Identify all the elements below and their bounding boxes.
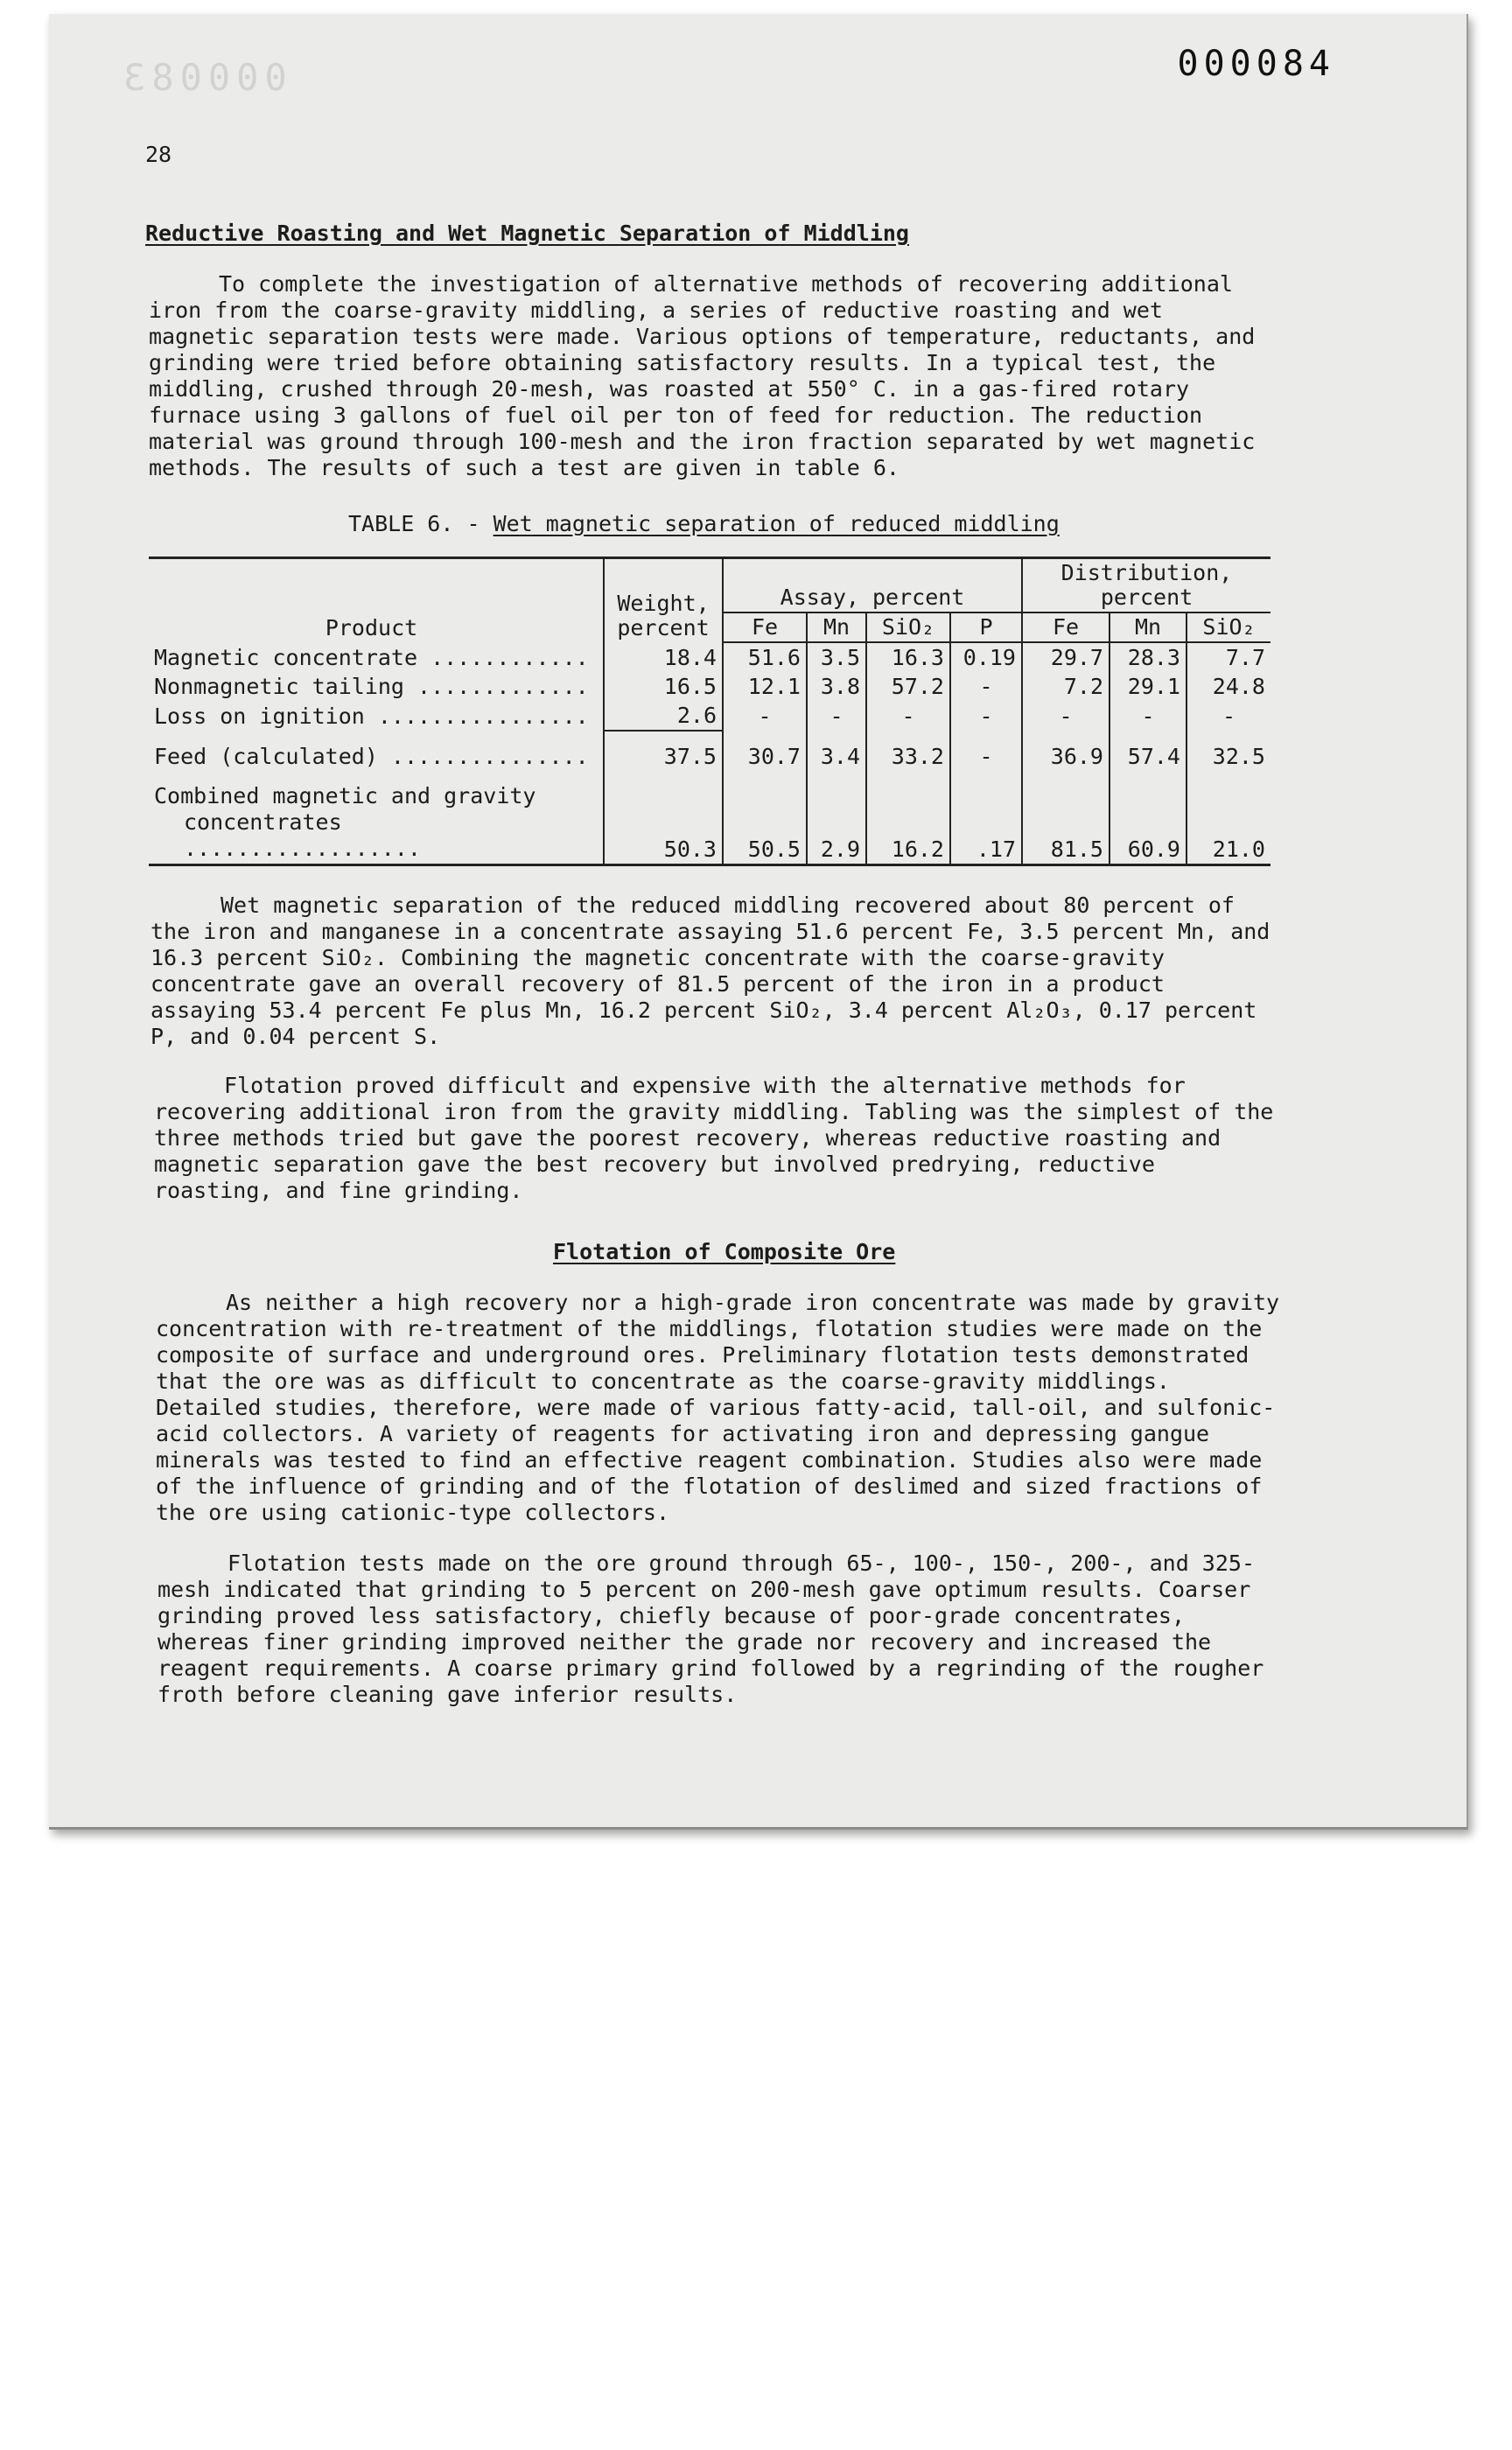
header-distribution-line2: percent [1100,584,1194,610]
cell-dist-sio2: - [1186,701,1270,731]
table-caption [348,511,1060,536]
table-row [149,701,1270,731]
cell-product: Loss on ignition ................ [154,704,589,729]
cell-dist-sio2: 24.8 [1186,672,1270,701]
cell-dist-sio2: 21.0 [1186,771,1270,865]
header-dist-fe: Fe [1022,612,1110,642]
cell-assay-fe: 51.6 [723,642,807,672]
cell-assay-sio2: 16.3 [866,642,950,672]
header-distribution-group [1022,558,1270,613]
paragraph-flotation-grinding: Flotation tests made on the ore ground through 65-, 100-, 150-, 200-, and 325-mesh indicated that grinding to 5 percent on 200-mesh gave optimum results. Coarser grinding proved less satisfactory, chiefly because of poor-grade concentrates, whereas finer grinding improved neither the grade nor recovery and increased the reagent requirements. A coarse primary grind followed by a regrinding of the rougher froth before cleaning gave inferior results. [158,1550,1264,1707]
table-row [149,672,1270,701]
cell-weight: 2.6 [604,701,723,731]
wet-magnetic-separation-table [149,556,1270,866]
section-heading-reductive-roasting: Reductive Roasting and Wet Magnetic Separation of Middling [145,220,909,246]
page-number: 28 [145,142,172,167]
table-row [149,771,1270,865]
cell-assay-sio2: - [866,701,950,731]
header-assay-fe: Fe [723,612,807,642]
cell-dist-mn: 29.1 [1110,672,1186,701]
cell-assay-mn: 3.8 [807,672,866,701]
cell-assay-fe: 12.1 [723,672,807,701]
paragraph-flotation-studies: As neither a high recovery nor a high-grade iron concentrate was made by gravity concentration with re-treatment of the middlings, flotation studies were made on the composite of surface and underground ores. Preliminary flotation tests demonstrated that the ore was as difficult to concentrate as the coarse-gravity middlings. Detailed studies, therefore, were made of various fatty-acid, tall-oil, and sulfonic-acid collectors. A variety of reagents for activating iron and depressing gangue minerals was tested to find an effective reagent combination. Studies also were made of the influence of grinding and of the flotation of deslimed and sized fractions of the ore using cationic-type collectors. [156,1290,1280,1525]
header-assay-sio2: SiO₂ [866,612,950,642]
cell-assay-fe: - [723,701,807,731]
table-caption-label: TABLE 6. - [348,511,480,536]
bleed-through-number: 000083 [117,56,287,99]
cell-weight: 16.5 [604,672,723,701]
header-assay-group: Assay, percent [723,558,1022,613]
table-row [149,642,1270,672]
header-assay-mn: Mn [807,612,866,642]
table-caption-title: Wet magnetic separation of reduced middling [493,511,1060,536]
header-product: Product [325,615,418,640]
table-row [149,731,1270,771]
cell-dist-fe: 29.7 [1022,642,1110,672]
cell-assay-mn: 3.5 [807,642,866,672]
header-assay-p: P [950,612,1022,642]
cell-dist-mn: 28.3 [1110,642,1186,672]
cell-weight: 18.4 [604,642,723,672]
cell-dist-fe: 7.2 [1022,672,1110,701]
cell-dist-mn: - [1110,701,1186,731]
cell-assay-sio2: 57.2 [866,672,950,701]
cell-dist-sio2: 32.5 [1186,731,1270,771]
cell-dist-sio2: 7.7 [1186,642,1270,672]
header-distribution-line1: Distribution, [1060,560,1233,585]
paragraph-intro: To complete the investigation of alternative methods of recovering additional iron from the coarse-gravity middling, a series of reductive roasting and wet magnetic separation tests were made. Various options of temperature, reductants, and grinding were tried before obtaining satisfactory results. In a typical test, the middling, crushed through 20-mesh, was roasted at 550° C. in a gas-fired rotary furnace using 3 gallons of fuel oil per ton of feed for reduction. The reduction material was ground through 100-mesh and the iron fraction separated by wet magnetic methods. The results of such a test are given in table 6. [149,271,1256,480]
header-dist-sio2: SiO₂ [1186,612,1270,642]
cell-weight: 37.5 [604,731,723,771]
cell-product: Feed (calculated) ............... [154,744,589,769]
cell-product: Magnetic concentrate ............ [154,645,589,670]
cell-dist-fe: 36.9 [1022,731,1110,771]
cell-assay-fe: 30.7 [723,731,807,771]
cell-assay-p: 0.19 [950,642,1022,672]
cell-assay-mn: - [807,701,866,731]
section-heading-flotation: Flotation of Composite Ore [553,1239,896,1264]
header-weight-line2: percent [617,615,710,640]
cell-dist-fe: 81.5 [1022,771,1110,865]
cell-assay-sio2: 33.2 [866,731,950,771]
cell-dist-mn: 57.4 [1110,731,1186,771]
header-dist-mn: Mn [1110,612,1186,642]
cell-assay-sio2: 16.2 [866,771,950,865]
paragraph-method-comparison: Flotation proved difficult and expensive with the alternative methods for recovering additional iron from the gravity middling. Tabling was the simplest of the three methods tried but gave the poorest recovery, whereas reductive roasting and magnetic separation gave the best recovery but involved predrying, reductive roasting, and fine grinding. [154,1073,1274,1203]
cell-assay-p: - [950,731,1022,771]
cell-dist-mn: 60.9 [1110,771,1186,865]
cell-assay-p: - [950,701,1022,731]
cell-assay-mn: 2.9 [807,771,866,865]
cell-assay-p: - [950,672,1022,701]
cell-product-line2: concentrates .................. [184,809,421,861]
cell-weight: 50.3 [604,771,723,865]
cell-dist-fe: - [1022,701,1110,731]
cell-product-line1: Combined magnetic and gravity [154,783,536,808]
paragraph-magnetic-results: Wet magnetic separation of the reduced middling recovered about 80 percent of the iron and manganese in a concentrate assaying 51.6 percent Fe, 3.5 percent Mn, and 16.3 percent SiO₂. Combining the magnetic concentrate with the coarse-gravity concentrate gave an overall recovery of 81.5 percent of the iron in a product assaying 53.4 percent Fe plus Mn, 16.2 percent SiO₂, 3.4 percent Al₂O₃, 0.17 percent P, and 0.04 percent S. [150,892,1270,1049]
header-weight-line1: Weight, [617,591,710,616]
cell-assay-mn: 3.4 [807,731,866,771]
cell-assay-p: .17 [950,771,1022,865]
cell-product [149,771,604,865]
cell-assay-fe: 50.5 [723,771,807,865]
cell-product: Nonmagnetic tailing ............. [154,674,589,699]
document-stamp-number: 000084 [1177,44,1335,84]
header-weight [604,558,723,643]
